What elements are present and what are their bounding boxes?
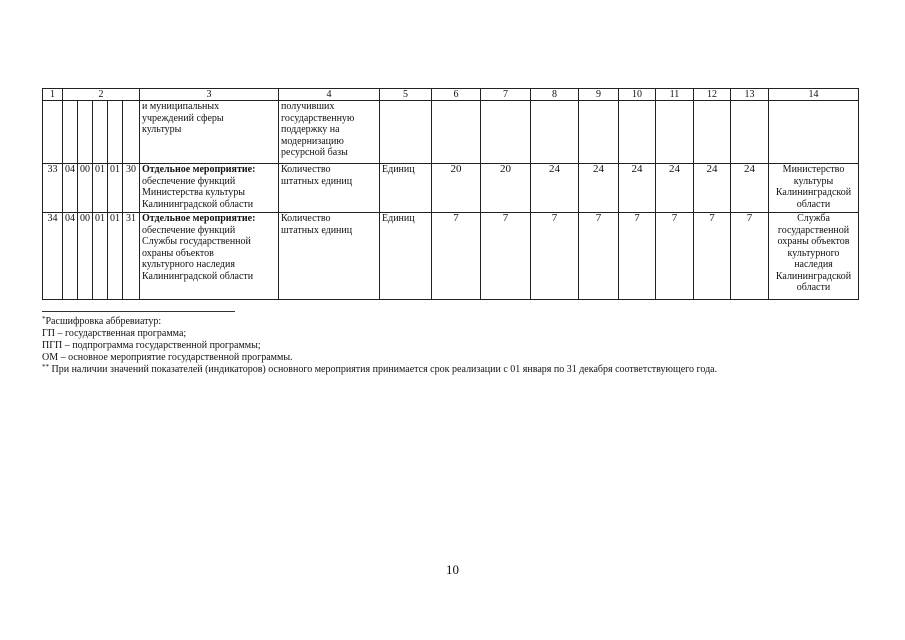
responsible-cell [769,213,859,300]
cell-empty [619,101,656,164]
event-name-line: культурного наследия [142,259,235,270]
unit-cell: Единиц [380,213,432,300]
responsible-line: области [796,198,831,210]
cell-empty [63,101,78,164]
event-type-label: Отдельное мероприятие: [142,164,256,175]
footnote-om: ОМ – основное мероприятие государственной программы. [42,352,293,363]
indicator-line: получивших [281,101,335,112]
value-cell: 24 [531,164,579,213]
code-pgp: 00 [78,213,93,300]
table-row-34 [43,213,859,300]
event-type-label: Отдельное мероприятие: [142,213,256,224]
value-cell: 7 [579,213,619,300]
footnote-deadline-line [42,364,717,376]
value-cell: 20 [481,164,531,213]
value-cell: 24 [619,164,656,213]
responsible-line: охраны объектов [777,236,850,247]
indicator-line: государственную [281,112,355,124]
code-5: 31 [123,213,140,300]
value-cell: 7 [656,213,694,300]
responsible-line: Калининградской [775,187,852,198]
responsible-line: Министерство [782,164,845,175]
value-cell: 7 [731,213,769,300]
cell-empty [769,101,859,164]
responsible-line: наследия [794,259,833,270]
indicator-cell [279,213,380,300]
cell-empty [694,101,731,164]
header-col-13: 13 [731,89,769,101]
program-table [42,88,859,300]
code-4: 01 [108,164,123,213]
indicator-line: Количество [281,213,331,224]
header-col-8: 8 [531,89,579,101]
code-4: 01 [108,213,123,300]
cell-empty [108,101,123,164]
header-col-12: 12 [694,89,731,101]
value-cell: 7 [694,213,731,300]
code-gp: 04 [63,213,78,300]
indicator-line: Количество [281,164,331,175]
table-row-continuation [43,101,859,164]
header-col-11: 11 [656,89,694,101]
cell-empty [380,101,432,164]
footnote-mark: * [42,315,46,323]
table-row-33 [43,164,859,213]
event-name-cell [140,213,279,300]
event-name-line: Калининградской области [142,198,254,210]
cell-empty [481,101,531,164]
responsible-line: культурного [787,247,840,259]
row-number: 34 [43,213,63,300]
responsible-line: культуры [793,175,834,187]
indicator-cell [279,164,380,213]
value-cell: 7 [619,213,656,300]
footnote-title: Расшифровка аббревиатур: [45,316,162,327]
event-name-cell [140,164,279,213]
event-name-line: учреждений сферы [142,112,224,124]
code-5: 30 [123,164,140,213]
header-col-6: 6 [432,89,481,101]
footnotes [42,316,717,376]
indicator-line: модернизацию [281,135,344,147]
header-col-7: 7 [481,89,531,101]
cell-empty [531,101,579,164]
value-cell: 24 [579,164,619,213]
event-name-line: культуры [142,124,182,135]
footnote-abbr-title [42,316,717,328]
footnote-deadline: При наличии значений показателей (индикаторов) основного мероприятия принимается срок реализации с 01 января по 31 декабря соответствующего года. [51,364,718,375]
code-gp: 04 [63,164,78,213]
header-col-1: 1 [43,89,63,101]
footnote-gp: ГП – государственная программа; [42,328,187,339]
responsible-cell [769,164,859,213]
value-cell: 24 [731,164,769,213]
event-name-line: и муниципальных [142,101,220,112]
code-om: 01 [93,213,108,300]
code-om: 01 [93,164,108,213]
header-col-4: 4 [279,89,380,101]
footnote-separator [42,311,235,312]
event-name-line: Службы государственной [142,236,251,247]
value-cell: 7 [432,213,481,300]
value-cell: 7 [531,213,579,300]
cell-empty [579,101,619,164]
footnote-mark: ** [42,363,49,371]
cell-empty [123,101,140,164]
header-col-14: 14 [769,89,859,101]
value-cell: 20 [432,164,481,213]
page-number: 10 [446,562,459,577]
cell-empty [656,101,694,164]
event-name-line: Министерства культуры [142,187,245,198]
unit-cell: Единиц [380,164,432,213]
cell-empty [78,101,93,164]
value-cell: 24 [656,164,694,213]
header-col-3: 3 [140,89,279,101]
event-name-cell [140,101,279,164]
event-name-line: Калининградской области [142,270,254,282]
indicator-line: штатных единиц [281,175,353,187]
header-col-2: 2 [63,89,140,101]
responsible-line: области [796,282,831,293]
event-name-line: обеспечение функций [142,175,236,187]
indicator-line: штатных единиц [281,224,353,236]
cell-empty [432,101,481,164]
header-col-10: 10 [619,89,656,101]
value-cell: 24 [694,164,731,213]
responsible-line: государственной [777,224,850,236]
indicator-line: поддержку на [281,124,340,135]
header-row [43,89,859,101]
event-name-line: охраны объектов [142,247,214,259]
responsible-line: Калининградской [775,270,852,282]
cell-empty [93,101,108,164]
indicator-cell [279,101,380,164]
row-number: 33 [43,164,63,213]
cell-empty [43,101,63,164]
event-name-line: обеспечение функций [142,224,236,236]
cell-empty [731,101,769,164]
indicator-line: ресурсной базы [281,147,348,158]
footnote-pgp: ПГП – подпрограмма государственной программы; [42,340,261,351]
header-col-5: 5 [380,89,432,101]
responsible-line: Служба [797,213,830,224]
value-cell: 7 [481,213,531,300]
header-col-9: 9 [579,89,619,101]
code-pgp: 00 [78,164,93,213]
